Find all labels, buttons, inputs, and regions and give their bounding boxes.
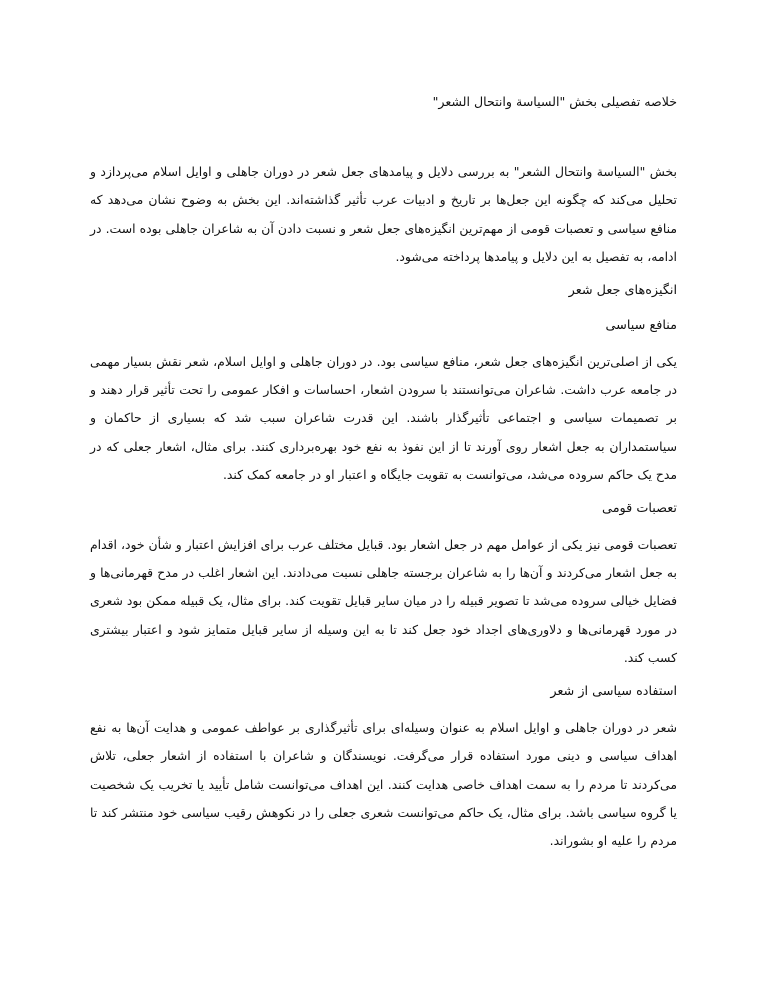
section-heading: انگیزه‌های جعل شعر [568, 282, 677, 298]
paragraph-tribal-bias: تعصبات قومی نیز یکی از عوامل مهم در جعل اشعار بود. قبایل مختلف عرب برای افزایش اعتبار و شأن خود، اقدام به جعل اشعار می‌کردند و آن‌ها را به شاعران برجسته جاهلی نسبت می‌دادند. این اشعار اغلب در مدح قهرمانی‌ها و فضایل خیالی سروده می‌شد تا تصویر قبیله را در میان سایر قبایل تقویت کند. برای مثال، یک قبیله ممکن بود شعری در مورد قهرمانی‌ها و دلاوری‌های اجداد خود جعل کند تا به این وسیله از سایر قبایل متمایز شود و اعتبار بیشتری کسب کند. [90, 536, 677, 666]
paragraph-political-interests: یکی از اصلی‌ترین انگیزه‌های جعل شعر، منافع سیاسی بود. در دوران جاهلی و اوایل اسلام، شعر نقش بسیار مهمی در جامعه عرب داشت. شاعران می‌توانستند با سرودن اشعار، احساسات و افکار عمومی را تحت تأثیر قرار دهند و بر تصمیمات سیاسی و اجتماعی تأثیرگذار باشند. این قدرت شاعران سبب شد که بسیاری از حاکمان و سیاستمداران به جعل اشعار روی آورند تا از این نفوذ به نفع خود بهره‌برداری کنند. برای مثال، اشعار جعلی که در مدح یک حاکم سروده می‌شد، می‌توانست به تقویت جایگاه و اعتبار او در جامعه کمک کند. [90, 353, 677, 483]
intro-paragraph: بخش "السیاسة وانتحال الشعر" به بررسی دلایل و پیامدهای جعل شعر در دوران جاهلی و اوایل اسلام می‌پردازد و تحلیل می‌کند که چگونه این جعل‌ها بر تاریخ و ادبیات عرب تأثیر گذاشته‌اند. این بخش به وضوح نشان می‌دهد که منافع سیاسی و تعصبات قومی از مهم‌ترین انگیزه‌های جعل شعر و نسبت دادن آن به شاعران جاهلی بوده است. در ادامه، به تفصیل به این دلایل و پیامدها پرداخته می‌شود. [90, 164, 677, 265]
subsection-heading-tribal-bias: تعصبات قومی [602, 500, 677, 516]
subsection-heading-political-interests: منافع سیاسی [605, 317, 677, 333]
document-title: خلاصه تفصیلی بخش "السیاسة وانتحال الشعر" [432, 94, 677, 109]
subsection-heading-political-use: استفاده سیاسی از شعر [550, 683, 677, 699]
document-content [90, 90, 677, 863]
paragraph-political-use: شعر در دوران جاهلی و اوایل اسلام به عنوان وسیله‌ای برای تأثیرگذاری بر عواطف عمومی و هدایت آن‌ها به نفع اهداف سیاسی و دینی مورد استفاده قرار می‌گرفت. نویسندگان و شاعران با استفاده از اشعار جعلی، تلاش می‌کردند تا مردم را به سمت اهداف خاصی هدایت کنند. این اهداف می‌توانست شامل تأیید یا تخریب یک شخصیت یا گروه سیاسی باشد. برای مثال، یک حاکم می‌توانست شعری جعلی را در نکوهش رقیب سیاسی خود منتشر کند تا مردم را علیه او بشوراند. [90, 719, 677, 849]
